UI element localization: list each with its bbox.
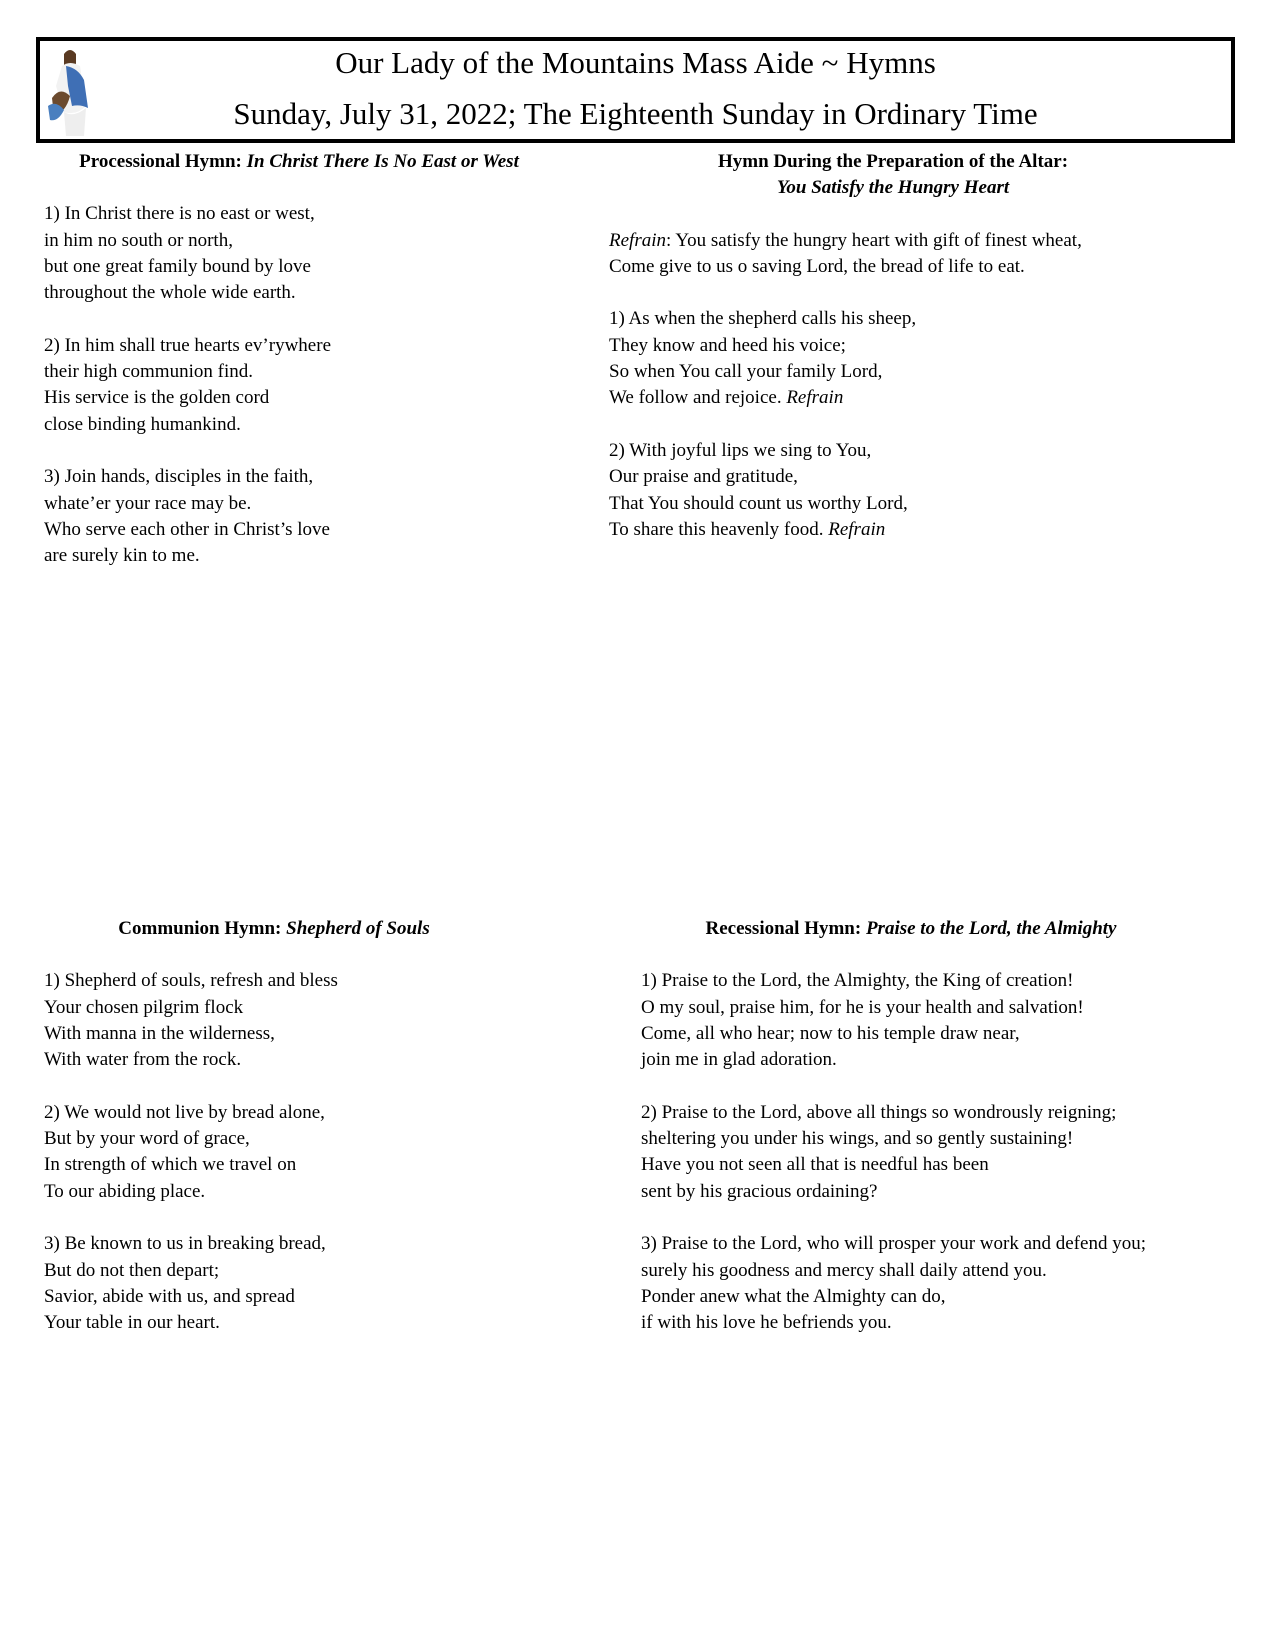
verse-line: Your table in our heart. <box>44 1312 220 1334</box>
verse-line: 2) With joyful lips we sing to You, <box>609 439 872 461</box>
verse-line: Savior, abide with us, and spread <box>44 1285 295 1307</box>
verse-line: Have you not seen all that is needful has been <box>641 1154 989 1176</box>
section-title: Recessional Hymn: Praise to the Lord, the Almighty <box>705 918 1117 939</box>
verse-line: sent by his gracious ordaining? <box>641 1180 878 1202</box>
stanza <box>44 201 584 306</box>
verse-line: are surely kin to me. <box>44 545 200 567</box>
verse-line: 2) We would not live by bread alone, <box>44 1101 325 1123</box>
verse-line: Your chosen pilgrim flock <box>44 996 244 1018</box>
stanza <box>609 438 1229 543</box>
verse-line: throughout the whole wide earth. <box>44 282 296 304</box>
verse-line: Who serve each other in Christ’s love <box>44 518 330 540</box>
page-subtitle: Sunday, July 31, 2022; The Eighteenth Sunday in Ordinary Time <box>233 96 1038 131</box>
verse-line: 3) Praise to the Lord, who will prosper your work and defend you; <box>641 1233 1146 1255</box>
stanza <box>609 306 1229 411</box>
page-title: Our Lady of the Mountains Mass Aide ~ Hymns <box>335 45 936 80</box>
verse-line: in him no south or north, <box>44 229 233 251</box>
recessional-hymn <box>641 916 1241 1363</box>
verse-line: They know and heed his voice; <box>609 334 846 356</box>
verse-line: close binding humankind. <box>44 413 241 435</box>
verse-line: O my soul, praise him, for he is your health and salvation! <box>641 996 1084 1018</box>
verse-line: 3) Join hands, disciples in the faith, <box>44 466 314 488</box>
verse-line: His service is the golden cord <box>44 387 270 409</box>
section-title: Communion Hymn: Shepherd of Souls <box>118 918 430 939</box>
verse-line: To our abiding place. <box>44 1180 206 1202</box>
section-subtitle: You Satisfy the Hungry Heart <box>776 177 1010 199</box>
verse-line: but one great family bound by love <box>44 255 311 277</box>
verse-line: whate’er your race may be. <box>44 492 252 514</box>
stanza <box>641 1231 1241 1336</box>
verse-line: sheltering you under his wings, and so gently sustaining! <box>641 1128 1074 1150</box>
verse-line: Our praise and gratitude, <box>609 466 798 488</box>
verse-line: Come give to us o saving Lord, the bread of life to eat. <box>609 255 1025 277</box>
verse-line: 1) As when the shepherd calls his sheep, <box>609 308 917 330</box>
verse-line: 1) Shepherd of souls, refresh and bless <box>44 970 338 992</box>
verse-line: With manna in the wilderness, <box>44 1022 275 1044</box>
verse-line: their high communion find. <box>44 361 253 383</box>
verse-line: We follow and rejoice. Refrain <box>609 387 844 409</box>
verse-line: 1) In Christ there is no east or west, <box>44 203 315 225</box>
stanza <box>44 1231 584 1336</box>
stanza <box>44 968 584 1073</box>
verse-line: surely his goodness and mercy shall daily attend you. <box>641 1259 1047 1281</box>
verse-line: 2) Praise to the Lord, above all things so wondrously reigning; <box>641 1101 1117 1123</box>
stanza <box>641 968 1241 1073</box>
verse-line: To share this heavenly food. Refrain <box>609 518 886 540</box>
verse-line: 3) Be known to us in breaking bread, <box>44 1233 326 1255</box>
verse-line: So when You call your family Lord, <box>609 361 883 383</box>
section-title: Processional Hymn: In Christ There Is No East or West <box>79 151 519 172</box>
verse-line: Ponder anew what the Almighty can do, <box>641 1285 946 1307</box>
processional-hymn <box>44 149 584 596</box>
verse-line: In strength of which we travel on <box>44 1154 297 1176</box>
verse-line: join me in glad adoration. <box>641 1049 837 1071</box>
verse-line: 2) In him shall true hearts ev’rywhere <box>44 334 332 356</box>
page-header <box>36 37 1235 143</box>
verse-line: 1) Praise to the Lord, the Almighty, the King of creation! <box>641 970 1074 992</box>
stanza <box>44 464 584 569</box>
verse-line: Come, all who hear; now to his temple draw near, <box>641 1022 1020 1044</box>
verse-line: if with his love he befriends you. <box>641 1312 892 1334</box>
verse-line: But do not then depart; <box>44 1259 220 1281</box>
stanza <box>641 1100 1241 1205</box>
stanza <box>44 1100 584 1205</box>
verse-line: That You should count us worthy Lord, <box>609 492 908 514</box>
verse-line: Refrain: You satisfy the hungry heart with gift of finest wheat, <box>609 229 1082 251</box>
section-title: Hymn During the Preparation of the Altar: <box>717 151 1069 172</box>
stanza <box>44 333 584 438</box>
verse-line: But by your word of grace, <box>44 1128 250 1150</box>
communion-hymn <box>44 916 584 1363</box>
verse-line: With water from the rock. <box>44 1049 242 1071</box>
refrain <box>609 228 1229 281</box>
preparation-hymn <box>609 149 1229 569</box>
